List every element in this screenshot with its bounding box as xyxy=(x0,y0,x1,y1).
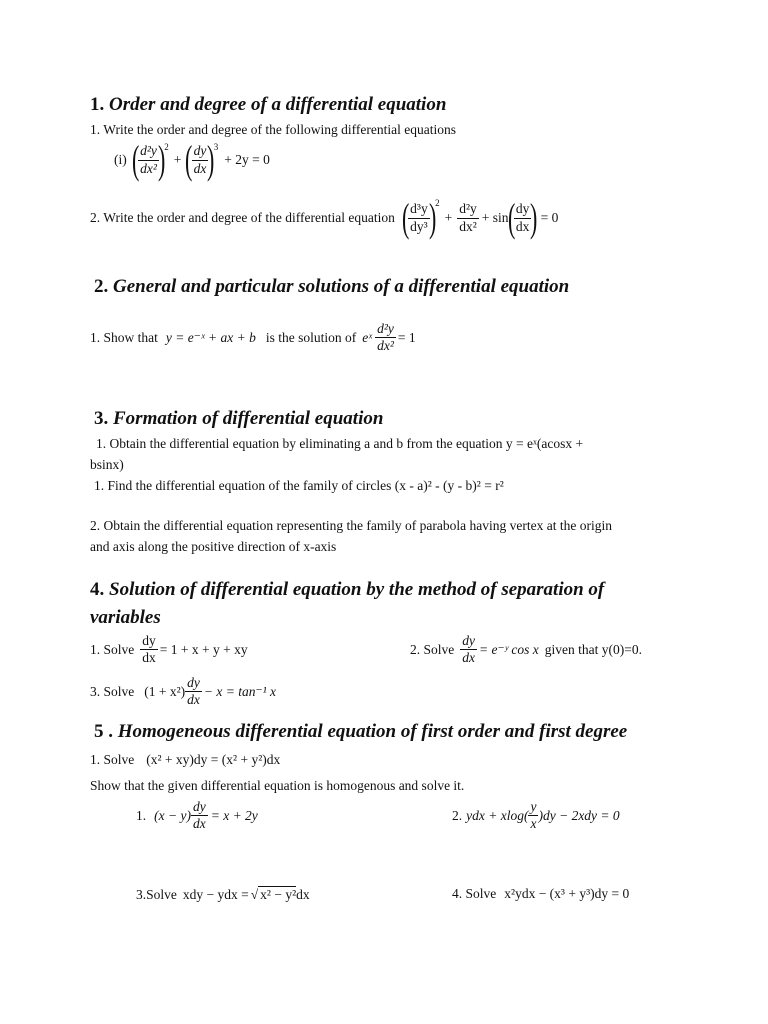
section-number: 5 . xyxy=(94,721,113,742)
question-2 xyxy=(410,634,642,665)
exponent: 2 xyxy=(435,198,440,208)
equation: (x² + xy)dy = (x² + y²)dx xyxy=(146,752,281,767)
section-4-heading xyxy=(90,579,604,601)
radicand: x² − y² xyxy=(260,887,297,902)
paren-close: ) xyxy=(207,137,215,182)
problem-3 xyxy=(136,886,310,903)
problem-4 xyxy=(452,886,629,902)
question-label: 1. Solve xyxy=(90,752,135,767)
equation: y = e⁻ˣ + ax + b xyxy=(165,329,256,345)
equation-tail: = e⁻ʸ cos x xyxy=(479,641,539,657)
equation-prefix: eˣ xyxy=(362,329,373,345)
problem-2 xyxy=(452,800,620,831)
item-label: 4. Solve xyxy=(452,886,497,901)
question-text: 1. Find the differential equation of the family of circles (x - a)² - (y - b)² = r² xyxy=(94,478,504,493)
paren-close: ) xyxy=(530,195,538,240)
question-text: 2. Write the order and degree of the differential equation xyxy=(90,210,395,225)
fraction: $\frac{dy}{dx}$ xyxy=(187,675,200,708)
question-label: 2. Solve xyxy=(410,641,455,657)
equation-tail: dx xyxy=(296,886,310,902)
item-label: (i) xyxy=(114,152,127,167)
question-text: is the solution of xyxy=(265,329,357,345)
paren-open: ( xyxy=(401,195,410,240)
section-title: Formation of differential equation xyxy=(113,408,384,429)
question-1 xyxy=(90,752,280,768)
paren-open: ( xyxy=(131,137,140,182)
equation-prefix: xdy − ydx = xyxy=(182,886,249,902)
problem-1 xyxy=(136,800,258,831)
section-number: 1. xyxy=(90,94,105,115)
question-text: 1. Obtain the differential equation by eliminating a and b from the equation y = eˣ(acosx + xyxy=(96,436,584,451)
given-condition: given that y(0)=0. xyxy=(544,641,643,657)
equation-tail: )dy − 2xdy = 0 xyxy=(538,807,620,823)
equation-tail: = 1 xyxy=(397,329,416,345)
sin-term: + sin xyxy=(481,210,509,225)
instruction-text: Show that the given differential equation is homogenous and solve it. xyxy=(90,778,465,793)
paren-open: ( xyxy=(185,137,193,182)
section-title: Solution of differential equation by the method of separation of xyxy=(109,579,605,600)
fraction: $\frac{dy}{dx}$ xyxy=(142,633,156,666)
question-label: 3. Solve xyxy=(90,683,135,699)
equation-tail: = 0 xyxy=(540,210,559,225)
section-number: 3. xyxy=(94,408,109,429)
equation-prefix: (1 + x²) xyxy=(144,683,186,699)
question-text: 1. Write the order and degree of the following differential equations xyxy=(90,122,456,137)
equation-1: (i) ( $\frac{\text{d²y}}{\text{dx²}}$ ) 2 + ( $\frac{dy}{dx}$ ) 3 + 2y = 0 xyxy=(114,137,270,182)
fraction: $\frac{\text{d²y}}{\text{dx²}}$ xyxy=(140,143,157,176)
fraction: $\frac{\text{d²y}}{\text{dx²}}$ xyxy=(459,201,477,234)
question-text: 1. Show that xyxy=(90,329,158,345)
paren-open: ( xyxy=(507,195,515,240)
section-title: General and particular solutions of a differential equation xyxy=(113,276,570,297)
question-3 xyxy=(90,676,276,707)
question-2: 2. Write the order and degree of the differential equation ( $\frac{\text{d³y}}{\text{dy³}}$ ) 2 + $\frac{\text{d²y}}{\text{dx²}}$ + sin ( $\frac{dy}{dx}$ ) = 0 xyxy=(90,195,559,240)
section-number: 4. xyxy=(90,579,105,600)
fraction: $\frac{y}{x}$ xyxy=(530,799,537,832)
equation-tail: − x = tan⁻¹ x xyxy=(203,683,277,699)
fraction: $\frac{dy}{dx}$ xyxy=(192,799,206,832)
fraction: $\frac{\text{d²y}}{\text{dx²}}$ xyxy=(377,321,394,354)
section-3-heading xyxy=(94,408,383,430)
equation: x²ydx − (x³ + y³)dy = 0 xyxy=(504,886,630,901)
section-title-continued: variables xyxy=(90,607,161,628)
sqrt-icon: √ xyxy=(250,886,259,902)
section-5-heading xyxy=(94,721,627,743)
section-1-heading xyxy=(90,94,446,116)
question-label: 1. Solve xyxy=(90,641,135,657)
fraction: $\frac{dy}{dx}$ xyxy=(515,201,530,234)
question-1 xyxy=(90,322,416,353)
item-label: 1. xyxy=(136,808,147,823)
paren-close: ) xyxy=(428,195,437,240)
section-title: Homogeneous differential equation of first order and first degree xyxy=(117,721,628,742)
question-text: bsinx) xyxy=(90,457,124,472)
exponent: 3 xyxy=(213,142,219,152)
equation-prefix: (x − y) xyxy=(154,807,191,823)
fraction: $\frac{\text{d³y}}{\text{dy³}}$ xyxy=(410,201,428,234)
item-label: 3.Solve xyxy=(136,886,177,902)
equation-prefix: ydx + xlog( xyxy=(466,807,529,823)
equation-tail: = x + 2y xyxy=(210,807,258,823)
section-2-heading xyxy=(94,276,569,298)
equation-tail: + 2y = 0 xyxy=(224,152,270,167)
item-label: 2. xyxy=(452,807,463,823)
question-text: and axis along the positive direction of x-axis xyxy=(90,539,337,554)
section-title: Order and degree of a differential equation xyxy=(109,94,447,115)
equation-tail: = 1 + x + y + xy xyxy=(159,641,248,657)
exponent: 2 xyxy=(164,142,169,152)
question-1 xyxy=(90,634,248,665)
question-text: 2. Obtain the differential equation representing the family of parabola having vertex at the origin xyxy=(90,518,612,533)
fraction: $\frac{dy}{dx}$ xyxy=(462,633,476,666)
fraction: $\frac{dy}{dx}$ xyxy=(193,143,207,176)
section-number: 2. xyxy=(94,276,109,297)
paren-close: ) xyxy=(157,137,166,182)
